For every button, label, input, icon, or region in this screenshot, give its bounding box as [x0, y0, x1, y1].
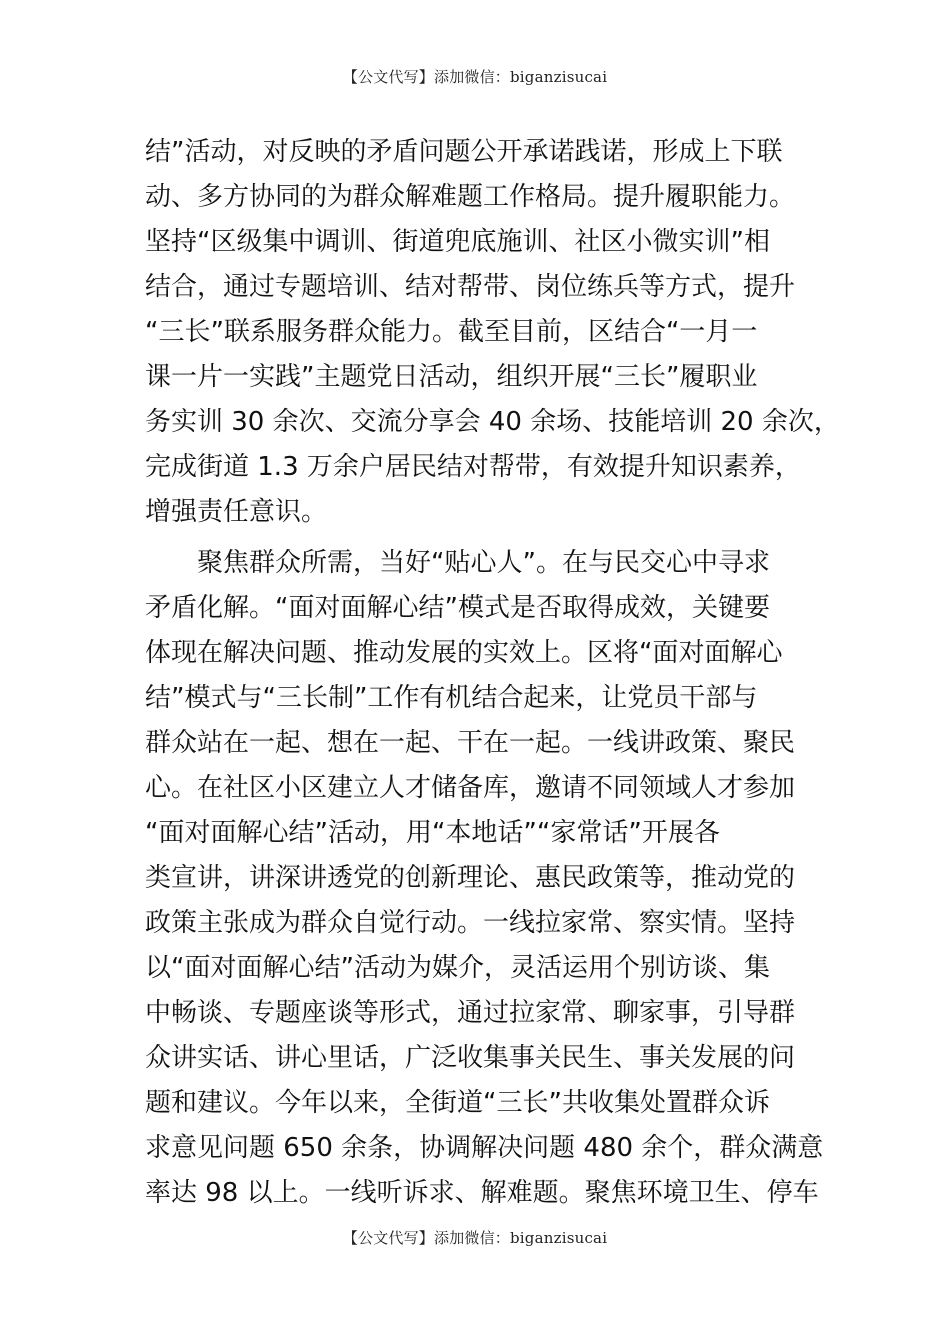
text-line: 体现在解决问题、推动发展的实效上。区将“面对面解心 — [145, 638, 783, 668]
text-line: 类宣讲，讲深讲透党的创新理论、惠民政策等，推动党的 — [145, 863, 796, 893]
text-line: 政策主张成为群众自觉行动。一线拉家常、察实情。坚持 — [145, 908, 796, 938]
text-line: 心。在社区小区建立人才储备库，邀请不同领域人才参加 — [145, 773, 796, 803]
text-line: 增强责任意识。 — [145, 497, 328, 527]
text-line: 课一片一实践”主题党日活动，组织开展“三长”履职业 — [145, 362, 758, 392]
paragraph-1 — [145, 130, 840, 535]
text-line: 结”活动，对反映的矛盾问题公开承诺践诺，形成上下联 — [145, 137, 783, 167]
text-line: 坚持“区级集中调训、街道兜底施训、社区小微实训”相 — [145, 227, 770, 257]
text-line: 以“面对面解心结”活动为媒介，灵活运用个别访谈、集 — [145, 953, 770, 983]
text-line: 率达 98 以上。一线听诉求、解难题。聚焦环境卫生、停车 — [145, 1178, 819, 1208]
text-line: 务实训 30 余次、交流分享会 40 余场、技能培训 20 余次， — [145, 407, 840, 437]
page-header: 【公文代写】添加微信：biganzisucai — [342, 68, 608, 86]
text-line: 完成街道 1.3 万余户居民结对帮带，有效提升知识素养， — [145, 452, 801, 482]
text-line: 聚焦群众所需，当好“贴心人”。在与民交心中寻求 — [145, 548, 770, 578]
text-line: 结合，通过专题培训、结对帮带、岗位练兵等方式，提升 — [145, 272, 796, 302]
page-footer: 【公文代写】添加微信：biganzisucai — [342, 1229, 608, 1247]
text-line: 群众站在一起、想在一起、干在一起。一线讲政策、聚民 — [145, 728, 796, 758]
text-line: 中畅谈、专题座谈等形式，通过拉家常、聊家事，引导群 — [145, 998, 796, 1028]
paragraph-2 — [145, 541, 824, 1216]
text-line: 结”模式与“三长制”工作有机结合起来，让党员干部与 — [145, 683, 758, 713]
text-line: “面对面解心结”活动，用“本地话”“家常话”开展各 — [145, 818, 720, 848]
text-line: 矛盾化解。“面对面解心结”模式是否取得成效，关键要 — [145, 593, 770, 623]
text-line: 众讲实话、讲心里话，广泛收集事关民生、事关发展的问 — [145, 1043, 796, 1073]
text-line: 动、多方协同的为群众解难题工作格局。提升履职能力。 — [145, 182, 796, 212]
text-line: 题和建议。今年以来，全街道“三长”共收集处置群众诉 — [145, 1088, 770, 1118]
text-line: 求意见问题 650 余条，协调解决问题 480 余个，群众满意 — [145, 1133, 824, 1163]
text-line: “三长”联系服务群众能力。截至目前，区结合“一月一 — [145, 317, 758, 347]
